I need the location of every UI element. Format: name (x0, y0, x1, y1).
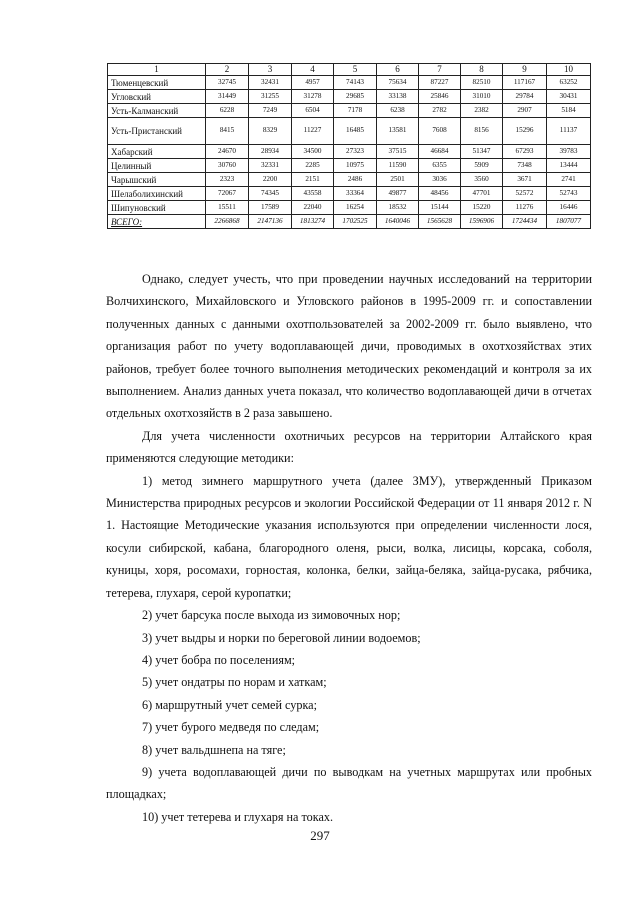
table-cell: 7178 (334, 104, 377, 118)
table-cell: 7348 (503, 159, 547, 173)
row-label: Чарышский (108, 173, 206, 187)
row-label: Шипуновский (108, 201, 206, 215)
list-item: 2) учет барсука после выхода из зимовочных нор; (142, 608, 401, 623)
table-cell: 52572 (503, 187, 547, 201)
table-cell: 2147136 (249, 215, 292, 229)
table-cell: 8156 (461, 118, 503, 145)
table-cell: 1813274 (292, 215, 334, 229)
column-header: 5 (334, 64, 377, 76)
table-cell: 74143 (334, 76, 377, 90)
table-cell: 15144 (419, 201, 461, 215)
table-cell: 16485 (334, 118, 377, 145)
column-header: 1 (108, 64, 206, 76)
column-header: 3 (249, 64, 292, 76)
table-cell: 2741 (547, 173, 591, 187)
table-cell: 31255 (249, 90, 292, 104)
table-cell: 52743 (547, 187, 591, 201)
table-cell: 67293 (503, 145, 547, 159)
body-text (106, 268, 592, 828)
page-number: 297 (310, 828, 330, 843)
table-header-row (108, 64, 591, 76)
list-item: 6) маршрутный учет семей сурка; (142, 697, 317, 712)
list-item: 1) метод зимнего маршрутного учета (далее ЗМУ), утвержденный Приказом Министерства природных ресурсов и экологии Российской Федерации от 11 января 2012 г. N 1. Настоящие Методические указания используются при определении численности лося, косули сибирской, кабана, благородного оленя, рыси, волка, лисицы, корсака, соболя, куницы, хоря, росомахи, горностая, колонка, белки, зайца-беляка, зайца-русака, рябчика, тетерева, глухаря, серой куропатки; (106, 473, 592, 600)
table-row (108, 145, 591, 159)
table-cell: 117167 (503, 76, 547, 90)
column-header: 6 (377, 64, 419, 76)
table-cell: 1702525 (334, 215, 377, 229)
paragraph: Для учета численности охотничьих ресурсов на территории Алтайского края применяются следующие методики: (106, 428, 592, 466)
table-cell: 6355 (419, 159, 461, 173)
table-cell: 11590 (377, 159, 419, 173)
table-cell: 29784 (503, 90, 547, 104)
table-cell: 13581 (377, 118, 419, 145)
list-item: 7) учет бурого медведя по следам; (142, 720, 320, 735)
table-cell: 3036 (419, 173, 461, 187)
table-cell: 2200 (249, 173, 292, 187)
row-label: Тюменцевский (108, 76, 206, 90)
column-header: 4 (292, 64, 334, 76)
table-body (108, 76, 591, 229)
table-cell: 37515 (377, 145, 419, 159)
table-cell: 43558 (292, 187, 334, 201)
table-cell: 13444 (547, 159, 591, 173)
list-item: 3) учет выдры и норки по береговой линии водоемов; (142, 630, 421, 645)
table-row (108, 173, 591, 187)
table-cell: 18532 (377, 201, 419, 215)
column-header: 7 (419, 64, 461, 76)
table-cell: 49877 (377, 187, 419, 201)
table-cell: 2266868 (206, 215, 249, 229)
table-cell: 7608 (419, 118, 461, 145)
table-cell: 2151 (292, 173, 334, 187)
row-label: Хабарский (108, 145, 206, 159)
table-cell: 75634 (377, 76, 419, 90)
list-item: 10) учет тетерева и глухаря на токах. (142, 809, 334, 824)
table-row (108, 76, 591, 90)
table-cell: 15220 (461, 201, 503, 215)
table-cell: 82510 (461, 76, 503, 90)
table-cell: 17589 (249, 201, 292, 215)
table-cell: 2382 (461, 104, 503, 118)
table-cell: 16446 (547, 201, 591, 215)
table-cell: 25846 (419, 90, 461, 104)
table-cell: 30760 (206, 159, 249, 173)
table-cell: 8415 (206, 118, 249, 145)
data-table (107, 63, 591, 229)
table-cell: 74345 (249, 187, 292, 201)
row-label: Усть-Пристанский (108, 118, 206, 145)
list-item: 5) учет ондатры по норам и хаткам; (142, 675, 327, 690)
table-cell: 15296 (503, 118, 547, 145)
table-row (108, 118, 591, 145)
paragraph: Однако, следует учесть, что при проведении научных исследований на территории Волчихинского, Михайловского и Угловского районов в 1995-2009 гг. и сопоставлении полученных данных с данными охотпользователей за 2002-2009 гг. было выявлено, что организация работ по учету водоплавающей дичи, проводимых в охотхозяйствах этих районов, требует более точного выполнения методических рекомендаций и контроля за их выполнением. Анализ данных учета показал, что количество водоплавающей дичи в отчетах отдельных охотхозяйств в 2 раза завышено. (106, 272, 592, 421)
table-cell: 1596906 (461, 215, 503, 229)
table-cell: 16254 (334, 201, 377, 215)
table-cell: 32431 (249, 76, 292, 90)
row-label: Целинный (108, 159, 206, 173)
table-row (108, 201, 591, 215)
table-cell: 2907 (503, 104, 547, 118)
row-label: Шелаболихинский (108, 187, 206, 201)
table-row (108, 215, 591, 229)
table-cell: 1640046 (377, 215, 419, 229)
table-cell: 2782 (419, 104, 461, 118)
table-cell: 34500 (292, 145, 334, 159)
table-cell: 28934 (249, 145, 292, 159)
row-label: ВСЕГО: (108, 215, 206, 229)
table-cell: 46684 (419, 145, 461, 159)
table-cell: 2285 (292, 159, 334, 173)
table-cell: 30431 (547, 90, 591, 104)
table-cell: 31010 (461, 90, 503, 104)
column-header: 9 (503, 64, 547, 76)
table-cell: 29685 (334, 90, 377, 104)
table-row (108, 104, 591, 118)
table-cell: 72067 (206, 187, 249, 201)
table-cell: 2486 (334, 173, 377, 187)
table-cell: 33138 (377, 90, 419, 104)
table-cell: 33364 (334, 187, 377, 201)
row-label: Угловский (108, 90, 206, 104)
table-cell: 87227 (419, 76, 461, 90)
table-cell: 63252 (547, 76, 591, 90)
column-header: 2 (206, 64, 249, 76)
column-header: 8 (461, 64, 503, 76)
table-cell: 27323 (334, 145, 377, 159)
table-cell: 6228 (206, 104, 249, 118)
table-cell: 10975 (334, 159, 377, 173)
table-cell: 11227 (292, 118, 334, 145)
table-row (108, 159, 591, 173)
table-cell: 2501 (377, 173, 419, 187)
list-item: 4) учет бобра по поселениям; (142, 652, 296, 667)
table-cell: 5909 (461, 159, 503, 173)
table-cell: 48456 (419, 187, 461, 201)
table-cell: 39783 (547, 145, 591, 159)
table-cell: 32745 (206, 76, 249, 90)
table-cell: 51347 (461, 145, 503, 159)
table-cell: 3560 (461, 173, 503, 187)
table-cell: 4957 (292, 76, 334, 90)
table-cell: 1807077 (547, 215, 591, 229)
table-cell: 15511 (206, 201, 249, 215)
table-cell: 31278 (292, 90, 334, 104)
table-cell: 8329 (249, 118, 292, 145)
table-cell: 3671 (503, 173, 547, 187)
column-header: 10 (547, 64, 591, 76)
table-cell: 32331 (249, 159, 292, 173)
table-cell: 7249 (249, 104, 292, 118)
list-item: 8) учет вальдшнепа на тяге; (142, 742, 286, 757)
table-row (108, 187, 591, 201)
table-cell: 11137 (547, 118, 591, 145)
table-cell: 6504 (292, 104, 334, 118)
table-cell: 2323 (206, 173, 249, 187)
table-cell: 6238 (377, 104, 419, 118)
table-cell: 47701 (461, 187, 503, 201)
table-cell: 31449 (206, 90, 249, 104)
table-cell: 24670 (206, 145, 249, 159)
row-label: Усть-Калманский (108, 104, 206, 118)
table-row (108, 90, 591, 104)
table-cell: 1565628 (419, 215, 461, 229)
list-item: 9) учета водоплавающей дичи по выводкам на учетных маршрутах или пробных площадках; (106, 764, 592, 802)
table-cell: 22040 (292, 201, 334, 215)
table-cell: 1724434 (503, 215, 547, 229)
table-cell: 5184 (547, 104, 591, 118)
table-cell: 11276 (503, 201, 547, 215)
